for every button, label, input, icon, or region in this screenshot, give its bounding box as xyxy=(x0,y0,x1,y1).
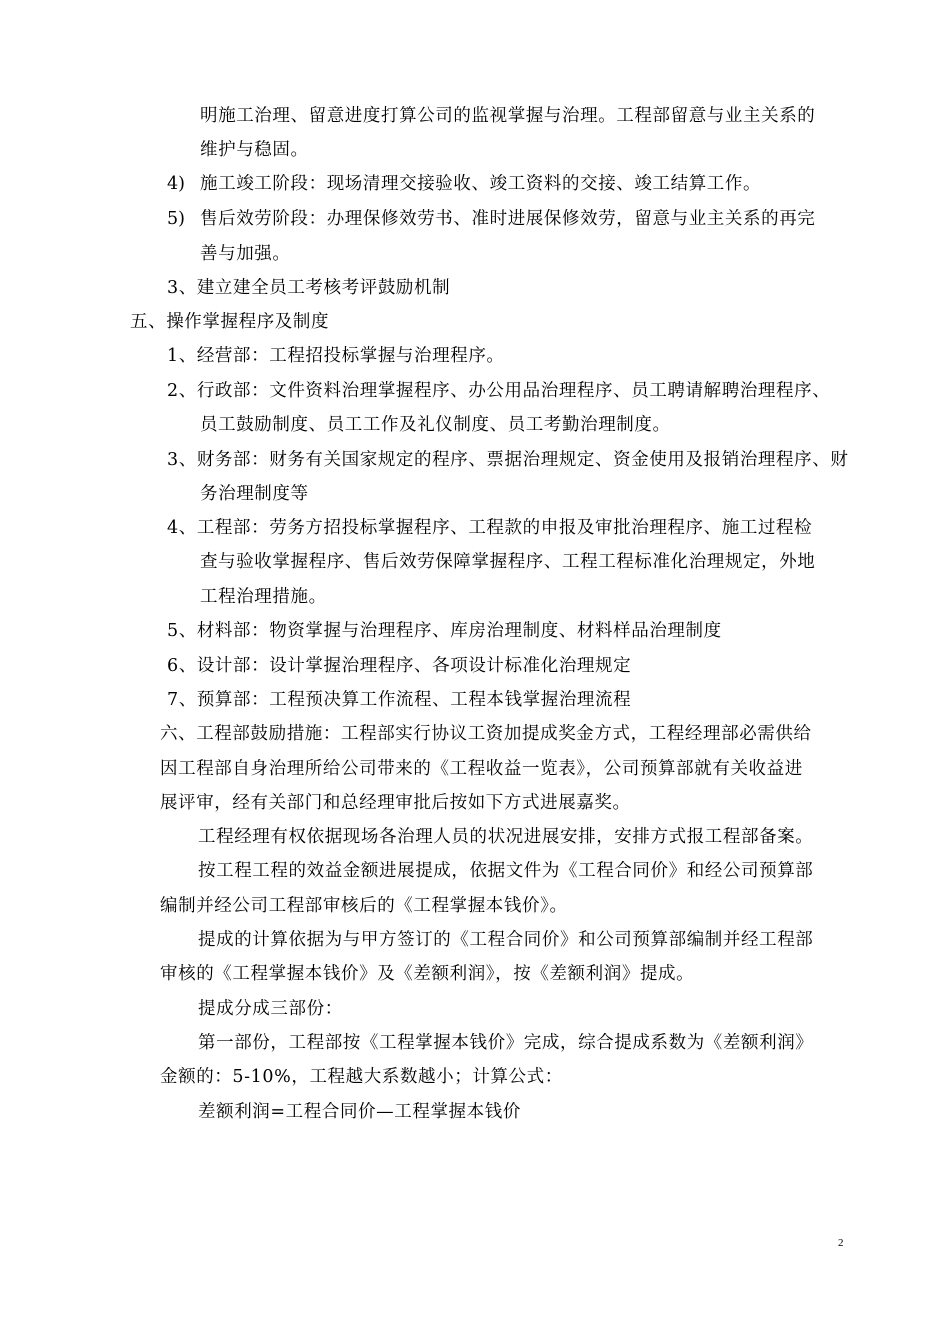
paragraph-line: 审核的《工程掌握本钱价》及《差额利润》，按《差额利润》提成。 xyxy=(160,964,695,984)
list-marker: 4) xyxy=(167,174,185,194)
text-line: 维护与稳固。 xyxy=(200,140,309,160)
text-line: 务治理制度等 xyxy=(200,484,309,504)
list-item: 6、设计部：设计掌握治理程序、各项设计标准化治理规定 xyxy=(167,656,632,676)
text-line: 售后效劳阶段：办理保修效劳书、准时进展保修效劳，留意与业主关系的再完 xyxy=(200,209,816,229)
paragraph-line: 展评审，经有关部门和总经理审批后按如下方式进展嘉奖。 xyxy=(160,793,631,813)
paragraph-line: 金额的：5-10%，工程越大系数越小；计算公式： xyxy=(160,1067,563,1087)
page-number: 2 xyxy=(838,1237,844,1249)
text-line: 明施工治理、留意进度打算公司的监视掌握与治理。工程部留意与业主关系的 xyxy=(200,106,816,126)
paragraph-line: 第一部份，工程部按《工程掌握本钱价》完成，综合提成系数为《差额利润》 xyxy=(198,1033,814,1053)
section-heading: 3、建立建全员工考核考评鼓励机制 xyxy=(167,278,451,298)
list-item: 2、行政部：文件资料治理掌握程序、办公用品治理程序、员工聘请解聘治理程序、 xyxy=(167,381,831,401)
list-item: 1、经营部：工程招投标掌握与治理程序。 xyxy=(167,346,505,366)
paragraph-line: 编制并经公司工程部审核后的《工程掌握本钱价》。 xyxy=(160,896,568,916)
text-line: 工程治理措施。 xyxy=(200,587,327,607)
paragraph-line: 因工程部自身治理所给公司带来的《工程收益一览表》，公司预算部就有关收益进 xyxy=(160,759,803,779)
text-line: 善与加强。 xyxy=(200,244,291,264)
paragraph-line: 工程经理有权依据现场各治理人员的状况进展安排，安排方式报工程部备案。 xyxy=(198,827,814,847)
list-marker: 5) xyxy=(167,209,185,229)
section-heading: 五、操作掌握程序及制度 xyxy=(130,312,330,332)
paragraph-line: 提成的计算依据为与甲方签订的《工程合同价》和公司预算部编制并经工程部 xyxy=(198,930,814,950)
list-item: 4、工程部：劳务方招投标掌握程序、工程款的申报及审批治理程序、施工过程检 xyxy=(167,518,813,538)
paragraph-line: 提成分成三部份： xyxy=(198,999,343,1019)
text-line: 施工竣工阶段：现场清理交接验收、竣工资料的交接、竣工结算工作。 xyxy=(200,174,762,194)
text-line: 员工鼓励制度、员工工作及礼仪制度、员工考勤治理制度。 xyxy=(200,415,671,435)
list-item: 3、财务部：财务有关国家规定的程序、票据治理规定、资金使用及报销治理程序、财 xyxy=(167,450,849,470)
paragraph-line: 按工程工程的效益金额进展提成，依据文件为《工程合同价》和经公司预算部 xyxy=(198,861,814,881)
formula-line: 差额利润=工程合同价—工程掌握本钱价 xyxy=(198,1102,521,1122)
text-line: 查与验收掌握程序、售后效劳保障掌握程序、工程工程标准化治理规定，外地 xyxy=(200,552,816,572)
list-item: 5、材料部：物资掌握与治理程序、库房治理制度、材料样品治理制度 xyxy=(167,621,722,641)
paragraph-line: 六、工程部鼓励措施：工程部实行协议工资加提成奖金方式，工程经理部必需供给 xyxy=(160,724,812,744)
list-item: 7、预算部：工程预决算工作流程、工程本钱掌握治理流程 xyxy=(167,690,632,710)
